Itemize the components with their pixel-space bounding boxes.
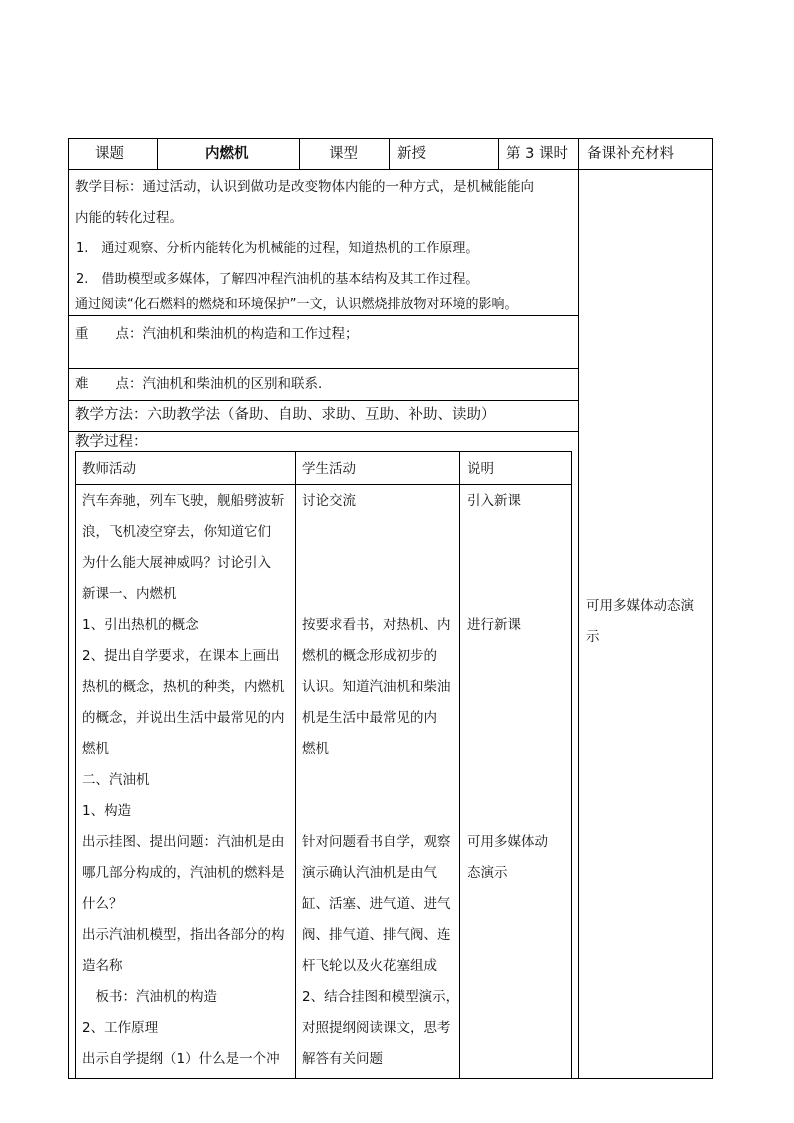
student-activity-line: 解答有关问题 xyxy=(302,1051,383,1067)
note-line: 态演示 xyxy=(467,865,508,881)
method-bottom-border xyxy=(68,431,579,432)
column-header-student: 学生活动 xyxy=(302,461,356,477)
teacher-activity-line: 板书：汽油机的构造 xyxy=(82,989,217,1005)
inner-divider-1 xyxy=(295,451,296,1079)
teacher-activity-line: 热机的概念，热机的种类，内燃机 xyxy=(82,679,285,695)
period-label: 第 3 课时 xyxy=(506,146,568,162)
header-row-bottom-border xyxy=(68,169,713,170)
lesson-type-value: 新授 xyxy=(397,146,426,162)
teaching-method: 教学方法：六助教学法（备助、自助、求助、互助、补助、读助） xyxy=(75,407,496,423)
teacher-activity-line: 为什么能大展神威吗？讨论引入 xyxy=(82,555,271,571)
table-top-border xyxy=(68,138,713,139)
note-line: 进行新课 xyxy=(467,617,521,633)
inner-table-right-border xyxy=(571,451,572,1079)
column-header-notes: 说明 xyxy=(467,461,494,477)
student-activity-column xyxy=(302,486,458,1075)
objectives-intro-line2: 内能的转化过程。 xyxy=(75,210,183,226)
student-activity-line: 按要求看书，对热机、内 xyxy=(302,617,451,633)
student-activity-line: 燃机的概念形成初步的 xyxy=(302,648,437,664)
inner-table-left-border xyxy=(75,451,76,1079)
difficult-point-bottom-border xyxy=(68,400,579,401)
student-activity-line: 杆飞轮以及火花塞组成 xyxy=(302,958,437,974)
table-bottom-border xyxy=(68,1078,713,1079)
student-activity-line: 针对问题看书自学，观察 xyxy=(302,834,451,850)
student-activity-line: 认识。知道汽油机和柴油 xyxy=(302,679,451,695)
student-activity-line: 燃机 xyxy=(302,741,329,757)
student-activity-line: 讨论交流 xyxy=(302,493,356,509)
objective-item-3: 通过阅读“化石燃料的燃烧和环境保护”一文，认识燃烧排放物对环境的影响。 xyxy=(75,297,518,312)
objectives-intro-line1: 教学目标：通过活动，认识到做功是改变物体内能的一种方式，是机械能能向 xyxy=(75,179,534,195)
student-activity-line xyxy=(302,579,458,610)
teacher-activity-line: 出示汽油机模型，指出各部分的构 xyxy=(82,927,285,943)
note-line xyxy=(467,548,571,579)
student-activity-line: 阀、排气道、排气阀、连 xyxy=(302,927,451,943)
teacher-activity-line: 燃机 xyxy=(82,741,109,757)
teacher-activity-line: 新课一、内燃机 xyxy=(82,586,177,602)
teacher-activity-line: 1、构造 xyxy=(82,803,132,819)
supplement-note-line: 示 xyxy=(586,629,600,645)
teacher-activity-line: 2、提出自学要求，在课本上画出 xyxy=(82,648,280,664)
inner-header-bottom-border xyxy=(75,484,572,485)
supplement-note-line: 可用多媒体动态演 xyxy=(586,598,694,614)
key-point: 重 点：汽油机和柴油机的构造和工作过程； xyxy=(75,326,359,342)
teacher-activity-line: 的概念，并说出生活中最常见的内 xyxy=(82,710,285,726)
teacher-activity-line: 出示自学提纲（1）什么是一个冲 xyxy=(82,1051,280,1067)
column-header-teacher: 教师活动 xyxy=(82,461,136,477)
teacher-activity-line: 出示挂图、提出问题：汽油机是由 xyxy=(82,834,285,850)
student-activity-line: 缸、活塞、进气道、进气 xyxy=(302,896,451,912)
supplement-note xyxy=(586,591,694,653)
student-activity-line xyxy=(302,796,458,827)
key-point-bottom-border xyxy=(68,368,579,369)
inner-table-top-border xyxy=(75,451,572,452)
note-line xyxy=(467,672,571,703)
note-line xyxy=(467,517,571,548)
objective-item-1: 1. 通过观察、分析内能转化为机械能的过程，知道热机的工作原理。 xyxy=(76,241,479,256)
note-line xyxy=(467,734,571,765)
note-line: 可用多媒体动 xyxy=(467,834,548,850)
notes-column xyxy=(467,486,571,889)
objectives-bottom-border xyxy=(68,315,579,316)
supplement-column-border xyxy=(578,138,579,1079)
teacher-activity-column xyxy=(82,486,294,1075)
student-activity-line: 2、结合挂图和模型演示， xyxy=(302,989,460,1005)
note-line xyxy=(467,796,571,827)
note-line xyxy=(467,765,571,796)
lesson-type-label: 课型 xyxy=(329,146,358,162)
student-activity-line: 演示确认汽油机是由气 xyxy=(302,865,437,881)
header-divider-2 xyxy=(299,138,300,170)
teaching-process-label: 教学过程： xyxy=(75,434,148,450)
note-line xyxy=(467,703,571,734)
table-right-border xyxy=(712,138,713,1079)
student-activity-line xyxy=(302,765,458,796)
student-activity-line: 对照提纲阅读课文，思考 xyxy=(302,1020,451,1036)
student-activity-line xyxy=(302,548,458,579)
supplement-label: 备课补充材料 xyxy=(587,146,674,162)
student-activity-line: 机是生活中最常见的内 xyxy=(302,710,437,726)
header-divider-3 xyxy=(389,138,390,170)
teacher-activity-line: 2、工作原理 xyxy=(82,1020,159,1036)
teacher-activity-line: 二、汽油机 xyxy=(82,772,150,788)
inner-divider-2 xyxy=(459,451,460,1079)
table-left-border xyxy=(68,138,69,1079)
header-divider-1 xyxy=(157,138,158,170)
note-line xyxy=(467,579,571,610)
teacher-activity-line: 1、引出热机的概念 xyxy=(82,617,199,633)
header-divider-4 xyxy=(498,138,499,170)
topic-value: 内燃机 xyxy=(205,146,249,162)
difficult-point: 难 点：汽油机和柴油机的区别和联系． xyxy=(75,376,332,392)
teacher-activity-line: 汽车奔驰，列车飞驶，舰船劈波斩 xyxy=(82,493,285,509)
topic-label: 课题 xyxy=(95,146,124,162)
student-activity-line xyxy=(302,517,458,548)
teacher-activity-line: 什么？ xyxy=(82,896,123,912)
teacher-activity-line: 浪，飞机凌空穿去，你知道它们 xyxy=(82,524,271,540)
note-line: 引入新课 xyxy=(467,493,521,509)
teacher-activity-line: 造名称 xyxy=(82,958,123,974)
objective-item-2: 2. 借助模型或多媒体，了解四冲程汽油机的基本结构及其工作过程。 xyxy=(76,272,479,287)
note-line xyxy=(467,641,571,672)
teacher-activity-line: 哪几部分构成的，汽油机的燃料是 xyxy=(82,865,285,881)
